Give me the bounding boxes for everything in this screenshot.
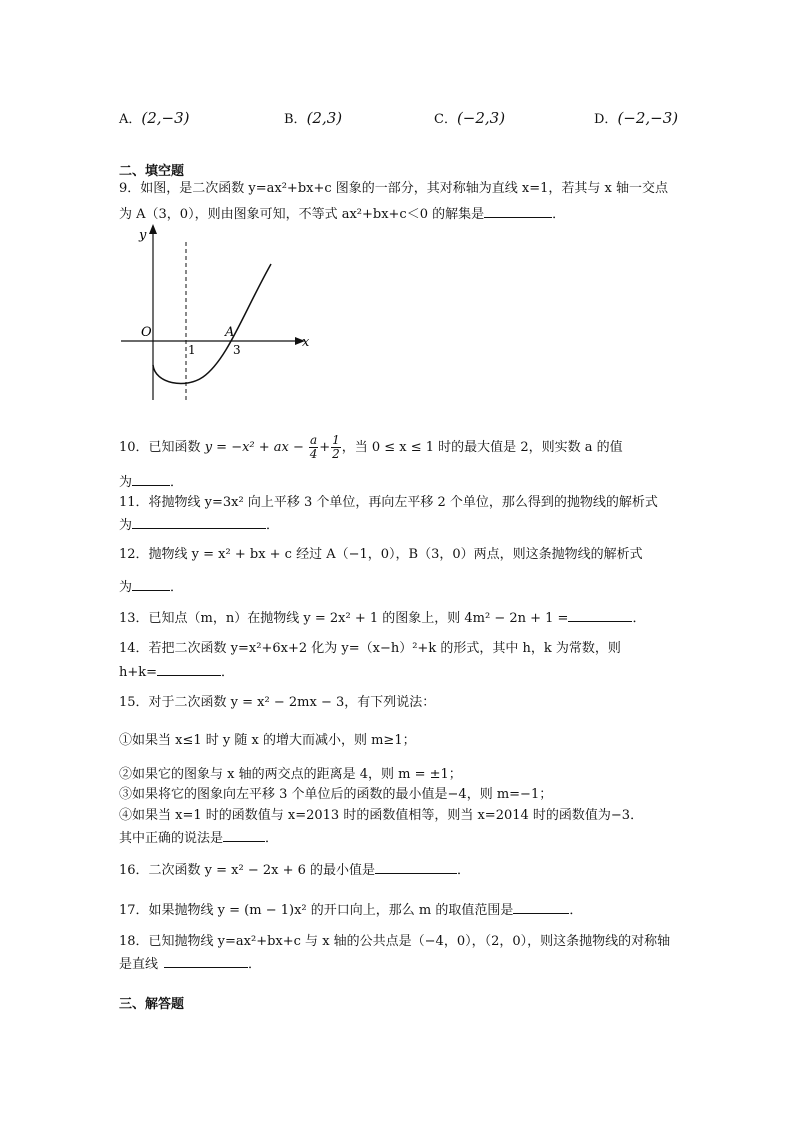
q15-answer-blank xyxy=(223,827,265,842)
q10-end: ． xyxy=(170,475,184,490)
q12-line2-text: 为 xyxy=(119,580,133,595)
q10-plus: + xyxy=(319,440,331,455)
q10-prefix: 10．已知函数 xyxy=(119,440,201,455)
parabola-graph xyxy=(115,222,315,404)
q11-answer-blank xyxy=(132,514,266,529)
q17-end: ． xyxy=(569,903,583,918)
q10-fraction-1-2 xyxy=(331,434,341,461)
q10-fraction-a-4 xyxy=(309,434,318,461)
option-b-value: (2,3) xyxy=(306,109,343,127)
y-axis-label: y xyxy=(139,228,147,243)
section-3-title: 三、解答题 xyxy=(119,997,185,1012)
q14-line2-text: h+k= xyxy=(119,665,158,680)
q16-answer-blank xyxy=(375,859,457,874)
q15-statement-4: ④如果当 x=1 时的函数值与 x=2013 时的函数值相等，则当 x=2014 时的函数值为−3． xyxy=(119,808,644,823)
q10-frac2-num: 1 xyxy=(332,433,340,447)
q14-line-2 xyxy=(119,661,234,683)
q12-answer-blank xyxy=(132,576,170,591)
q18-answer-blank xyxy=(164,953,248,968)
q12-line-1: 12．抛物线 y = x² + bx + c 经过 A（−1，0），B（3，0）两点，则这条抛物线的解析式 xyxy=(119,547,643,562)
tick-label-3: 3 xyxy=(233,343,241,357)
option-c-value: (−2,3) xyxy=(456,109,506,127)
section-2-title: 二、填空题 xyxy=(119,164,185,179)
origin-label: O xyxy=(141,325,152,340)
q9-line-1: 9．如图，是二次函数 y=ax²+bx+c 图象的一部分，其对称轴为直线 x=1，若其与 x 轴一交点 xyxy=(119,181,669,196)
q12-end: ． xyxy=(170,580,184,595)
q9-text: 为 A（3，0），则由图象可知，不等式 ax²+bx+c＜0 的解集是 xyxy=(119,207,485,222)
q10-suffix: ，当 0 ≤ x ≤ 1 时的最大值是 2，则实数 a 的值 xyxy=(341,440,623,455)
q10-frac2-den: 2 xyxy=(332,447,340,461)
q10-frac1-den: 4 xyxy=(309,447,318,461)
q10-answer-blank xyxy=(132,471,170,486)
q15-conclusion xyxy=(119,827,278,849)
q11-end: ． xyxy=(266,518,280,533)
q10-line-2 xyxy=(119,471,183,493)
q15-statement-1: ①如果当 x≤1 时 y 随 x 的增大而减小，则 m≥1； xyxy=(119,733,416,748)
q18-line2-text: 是直线 xyxy=(119,957,159,972)
q15-statement-2: ②如果它的图象与 x 轴的两交点的距离是 4，则 m = ±1； xyxy=(119,767,462,782)
q16-end: ． xyxy=(457,863,471,878)
q13-answer-blank xyxy=(568,607,632,622)
q11-line-2 xyxy=(119,514,279,536)
q11-line2-text: 为 xyxy=(119,518,133,533)
y-axis-arrow xyxy=(149,224,157,234)
option-a xyxy=(119,108,190,127)
q10-frac1-num: a xyxy=(310,433,318,447)
q13-end: ． xyxy=(632,611,646,626)
q15-conclusion-text: 其中正确的说法是 xyxy=(119,831,224,846)
option-d xyxy=(594,108,678,127)
q11-line-1: 11．将抛物线 y=3x² 向上平移 3 个单位，再向左平移 2 个单位，那么得到的抛物线的解析式 xyxy=(119,495,658,510)
option-d-value: (−2,−3) xyxy=(617,109,679,127)
tick-label-1: 1 xyxy=(188,343,196,357)
q14-end: ． xyxy=(221,665,235,680)
q16-text: 16．二次函数 y = x² − 2x + 6 的最小值是 xyxy=(119,863,376,878)
q10-line2-text: 为 xyxy=(119,475,133,490)
q10-formula: y = −x² + ax − xyxy=(204,440,304,455)
q17-text: 17．如果抛物线 y = (m − 1)x² 的开口向上，那么 m 的取值范围是 xyxy=(119,903,514,918)
option-a-value: (2,−3) xyxy=(141,109,190,127)
q16-line xyxy=(119,859,470,881)
q17-line xyxy=(119,899,582,921)
q15-end: ． xyxy=(265,831,279,846)
q18-end: ． xyxy=(248,957,262,972)
q14-answer-blank xyxy=(157,661,221,676)
q18-line-1: 18．已知抛物线 y=ax²+bx+c 与 x 轴的公共点是（−4，0），（2，0），则这条抛物线的对称轴 xyxy=(119,934,671,949)
q10-line-1 xyxy=(119,431,623,465)
option-b xyxy=(284,108,342,127)
q13-line xyxy=(119,607,645,629)
q9-end: ． xyxy=(552,207,566,222)
option-b-label: B． xyxy=(284,112,307,127)
parabola-curve xyxy=(153,264,271,383)
option-a-label: A． xyxy=(119,112,142,127)
q17-answer-blank xyxy=(513,899,569,914)
q15-line-1: 15．对于二次函数 y = x² − 2mx − 3，有下列说法： xyxy=(119,695,436,710)
q18-line-2 xyxy=(119,953,261,975)
option-c xyxy=(434,108,505,127)
q15-statement-3: ③如果将它的图象向左平移 3 个单位后的函数的最小值是−4，则 m=−1； xyxy=(119,787,553,802)
x-axis-label: x xyxy=(302,335,310,350)
point-a-label: A xyxy=(225,325,235,340)
option-d-label: D． xyxy=(594,112,618,127)
q12-line-2 xyxy=(119,576,183,598)
q13-text: 13．已知点（m，n）在抛物线 y = 2x² + 1 的图象上，则 4m² − 2n + 1 = xyxy=(119,611,569,626)
option-c-label: C． xyxy=(434,112,457,127)
q14-line-1: 14．若把二次函数 y=x²+6x+2 化为 y=（x−h）²+k 的形式，其中 h，k 为常数，则 xyxy=(119,641,621,656)
q9-answer-blank xyxy=(484,203,552,218)
